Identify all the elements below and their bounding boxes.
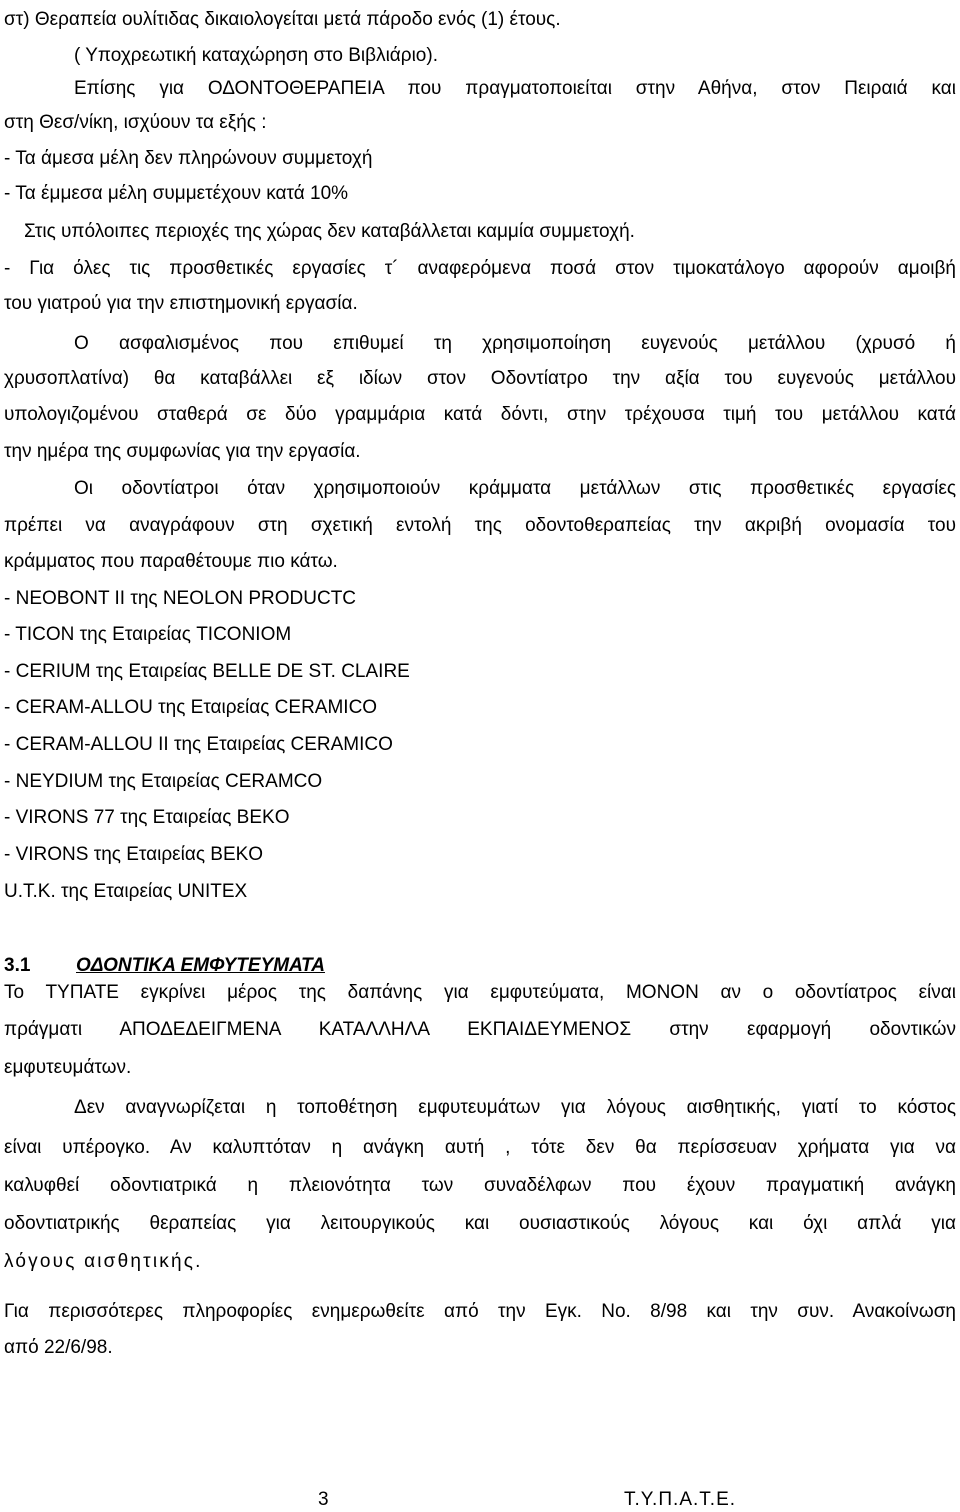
text-line: υπολογιζομένου σταθερά σε δύο γραμμάρια κατά δόντι, στην τρέχουσα τιμή του μετάλλου κατά [4, 404, 956, 425]
alloy-list-item: - NEYDIUM της Εταιρείας CERAMCO [4, 771, 323, 792]
info-text-line: από 22/6/98. [4, 1337, 113, 1358]
section-text-line: Το ΤΥΠΑΤΕ εγκρίνει μέρος της δαπάνης για εμφυτεύματα, ΜΟΝΟΝ αν ο οδοντίατρος είναι [4, 982, 956, 1003]
text-line: ( Υποχρεωτική καταχώρηση στο Βιβλιάριο). [74, 45, 438, 66]
text-line: Οι οδοντίατροι όταν χρησιμοποιούν κράμματα μετάλλων στις προσθετικές εργασίες [74, 478, 956, 499]
section-title: ΟΔΟΝΤΙΚΑ ΕΜΦΥΤΕΥΜΑΤΑ [76, 955, 325, 976]
section-text-line: λόγους αισθητικής. [4, 1251, 203, 1272]
alloy-list-item: - VIRONS της Εταιρείας BEKO [4, 844, 264, 865]
text-line: Επίσης για ΟΔΟΝΤΟΘΕΡΑΠΕΙΑ που πραγματοποιείται στην Αθήνα, στον Πειραιά και [74, 78, 956, 99]
text-line: χρυσοπλατίνα) θα καταβάλλει εξ ιδίων στον Οδοντίατρο την αξία του ευγενούς μετάλλου [4, 368, 956, 389]
section-text-line: Δεν αναγνωρίζεται η τοποθέτηση εμφυτευμάτων για λόγους αισθητικής, γιατί το κόστος [74, 1097, 956, 1118]
text-line: στη Θεσ/νίκη, ισχύουν τα εξής : [4, 112, 267, 133]
alloy-list-item: - CERIUM της Εταιρείας BELLE DE ST. CLAIRE [4, 661, 410, 682]
section-text-line: πράγματι ΑΠΟΔΕΔΕΙΓΜΕΝΑ ΚΑΤΑΛΛΗΛΑ ΕΚΠΑΙΔΕΥΜΕΝΟΣ στην εφαρμογή οδοντικών [4, 1019, 956, 1040]
text-line: Ο ασφαλισμένος που επιθυμεί τη χρησιμοποίηση ευγενούς μετάλλου (χρυσό ή [74, 333, 956, 354]
text-line: την ημέρα της συμφωνίας για την εργασία. [4, 441, 361, 462]
text-line: κράμματος που παραθέτουμε πιο κάτω. [4, 551, 338, 572]
alloy-list-item: - CERAM-ALLOU της Εταιρείας CERAMICO [4, 697, 378, 718]
alloy-list-item: - TICON της Εταιρείας TICONIOM [4, 624, 292, 645]
alloy-list-item: - VIRONS 77 της Εταιρείας BEKO [4, 807, 290, 828]
footer-organization: Τ.Υ.Π.Α.Τ.Ε. [624, 1489, 737, 1510]
text-line: - Για όλες τις προσθετικές εργασίες τ´ αναφερόμενα ποσά στον τιμοκατάλογο αφορούν αμοιβή [4, 258, 956, 279]
text-line: του γιατρού για την επιστημονική εργασία. [4, 293, 358, 314]
info-text-line: Για περισσότερες πληροφορίες ενημερωθείτε από την Εγκ. Νο. 8/98 και την συν. Ανακοίνωση [4, 1301, 956, 1322]
text-line: - Τα έμμεσα μέλη συμμετέχουν κατά 10% [4, 183, 349, 204]
page-number: 3 [318, 1489, 329, 1510]
alloy-list-item: - NEOBONT II της NEOLON PRODUCTC [4, 588, 357, 609]
alloy-list-item: - CERAM-ALLOU II της Εταιρείας CERAMICO [4, 734, 393, 755]
section-text-line: οδοντιατρικής θεραπείας για λειτουργικούς και ουσιαστικούς λόγους και όχι απλά για [4, 1213, 956, 1234]
alloy-list-item: U.T.K. της Εταιρείας UNITEX [4, 881, 248, 902]
section-text-line: εμφυτευμάτων. [4, 1057, 132, 1078]
text-line: Στις υπόλοιπες περιοχές της χώρας δεν καταβάλλεται καμμία συμμετοχή. [24, 221, 635, 242]
section-text-line: καλυφθεί οδοντιατρικά η πλειονότητα των συναδέλφων που έχουν πραγματική ανάγκη [4, 1175, 956, 1196]
section-number: 3.1 [4, 955, 31, 976]
section-text-line: είναι υπέρογκο. Αν καλυπτόταν η ανάγκη αυτή , τότε δεν θα περίσσευαν χρήματα για να [4, 1137, 956, 1158]
text-line: πρέπει να αναγράφουν στη σχετική εντολή της οδοντοθεραπείας την ακριβή ονομασία του [4, 515, 956, 536]
text-line: - Τα άμεσα μέλη δεν πληρώνουν συμμετοχή [4, 148, 373, 169]
text-line: στ) Θεραπεία ουλίτιδας δικαιολογείται μετά πάροδο ενός (1) έτους. [4, 9, 561, 30]
